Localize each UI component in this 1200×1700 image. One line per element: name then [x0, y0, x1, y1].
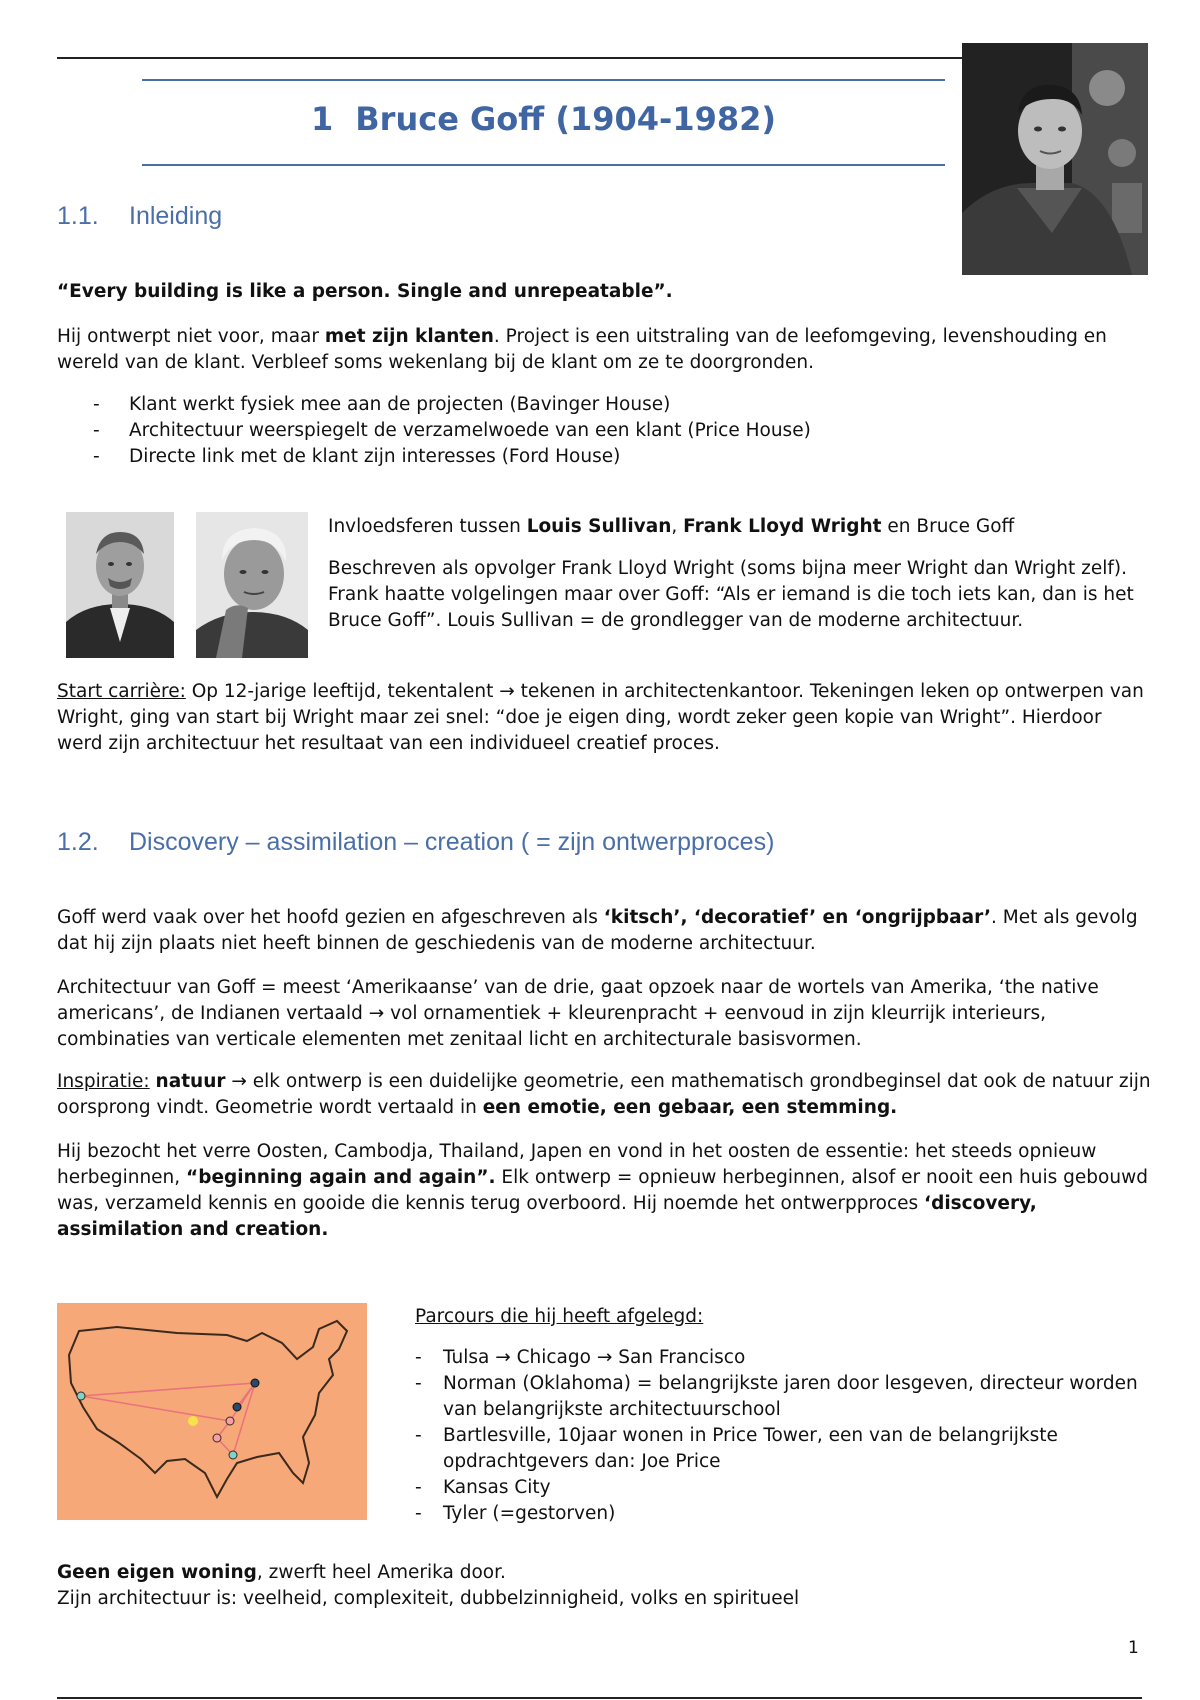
discovery-paragraph-2: Architectuur van Goff = meest ‘Amerikaanse’ van de drie, gaat opzoek naar de wortels van Amerika, ‘the native americans’, de Indianen vertaald → vol ornamentiek + kleurenpracht + eenvoud in zijn kleurrijk interieurs, combinaties van verticale elementen met zenitaal licht en architecturale basisvormen. — [57, 977, 1099, 1050]
page-title: 1 Bruce Goff (1904-1982) — [311, 100, 776, 138]
list-item: - Bartlesville, 10jaar wonen in Price Tower, een van de belangrijkste opdrachtgevers dan: Joe Price — [415, 1423, 1150, 1475]
list-item: - Tulsa → Chicago → San Francisco — [415, 1345, 1150, 1371]
inspiration-paragraph: Inspiratie: natuur → elk ontwerp is een duidelijke geometrie, een mathematisch grondbeginsel dat ook de natuur zijn oorsprong vindt. Geometrie wordt vertaald in een emotie, een gebaar, een stemming. — [57, 1071, 1151, 1118]
closing-line-2: Zijn architectuur is: veelheid, complexiteit, dubbelzinnigheid, volks en spiritueel — [57, 1588, 800, 1609]
route-list — [415, 1345, 1150, 1527]
wright-paragraph: Beschreven als opvolger Frank Lloyd Wright (soms bijna meer Wright dan Wright zelf). Frank haatte volgelingen maar over Goff: “Als er iemand is die toch iets kan, dan is het Bruce Goff”. Louis Sullivan = de grondlegger van de moderne architectuur. — [328, 558, 1134, 631]
route-heading: Parcours die hij heeft afgelegd: — [415, 1306, 704, 1327]
title-rule-lower — [142, 164, 945, 166]
usa-route-map — [57, 1303, 367, 1520]
career-paragraph: Start carrière: Op 12-jarige leeftijd, tekentalent → tekenen in architectenkantoor. Tekeningen leken op ontwerpen van Wright, ging van start bij Wright maar zei snel: “doe je eigen ding, wordt zeker geen kopie van Wright”. Hierdoor werd zijn architectuur het resultaat van een individueel creatief proces. — [57, 681, 1144, 754]
influences-paragraph: Invloedsferen tussen Louis Sullivan, Frank Lloyd Wright en Bruce Goff — [328, 516, 1015, 537]
list-item: - Klant werkt fysiek mee aan de projecten (Bavinger House) — [93, 392, 1143, 418]
page-number: 1 — [1128, 1638, 1139, 1658]
intro-paragraph: Hij ontwerpt niet voor, maar met zijn klanten. Project is een uitstraling van de leefomgeving, levenshouding en wereld van de klant. Verbleef soms wekenlang bij de klant om ze te doorgronden. — [57, 326, 1107, 373]
intro-bullet-list — [93, 392, 1143, 470]
portrait-louis-sullivan — [66, 512, 174, 658]
list-item: - Kansas City — [415, 1475, 1150, 1501]
list-item: - Directe link met de klant zijn interesses (Ford House) — [93, 444, 1143, 470]
footer-rule — [57, 1697, 1142, 1699]
header-rule-top — [57, 57, 962, 59]
discovery-paragraph-1: Goff werd vaak over het hoofd gezien en afgeschreven als ‘kitsch’, ‘decoratief’ en ‘ongrijpbaar’. Met als gevolg dat hij zijn plaats niet heeft binnen de geschiedenis van de moderne architectuur. — [57, 907, 1138, 954]
list-item: - Tyler (=gestorven) — [415, 1501, 1150, 1527]
section-heading-inleiding: 1.1. Inleiding — [57, 202, 223, 230]
title-rule-upper — [142, 79, 945, 81]
list-item: - Architectuur weerspiegelt de verzamelwoede van een klant (Price House) — [93, 418, 1143, 444]
closing-line-1: Geen eigen woning, zwerft heel Amerika door. — [57, 1562, 506, 1583]
intro-quote: “Every building is like a person. Single and unrepeatable”. — [57, 281, 673, 302]
portrait-frank-lloyd-wright — [196, 512, 308, 658]
list-item: - Norman (Oklahoma) = belangrijkste jaren door lesgeven, directeur worden van belangrijkste architectuurschool — [415, 1371, 1150, 1423]
portrait-bruce-goff — [962, 43, 1148, 275]
east-paragraph: Hij bezocht het verre Oosten, Cambodja, Thailand, Japen en vond in het oosten de essentie: het steeds opnieuw herbeginnen, “beginning again and again”. Elk ontwerp = opnieuw herbeginnen, alsof er nooit een huis gebouwd was, verzameld kennis en gooide die kennis terug overboord. Hij noemde het ontwerpproces ‘discovery, assimilation and creation. — [57, 1141, 1148, 1240]
section-heading-discovery: 1.2. Discovery – assimilation – creation ( = zijn ontwerpproces) — [57, 828, 775, 856]
